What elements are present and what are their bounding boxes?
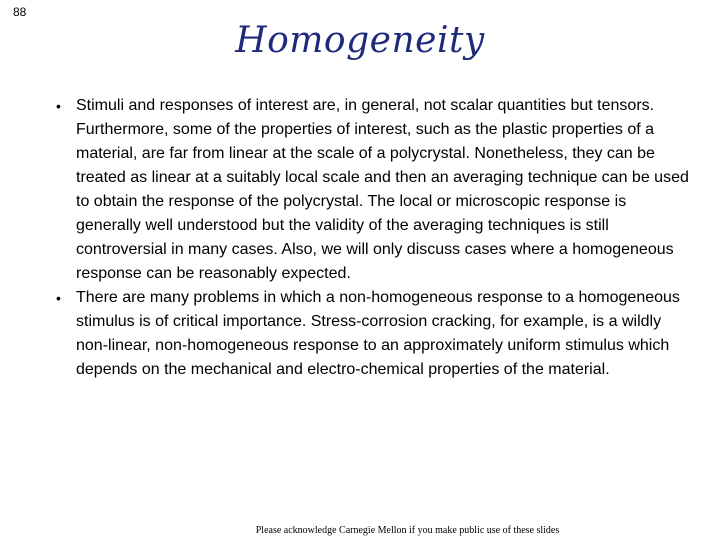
footer-acknowledgement: Please acknowledge Carnegie Mellon if you make public use of these slides — [255, 525, 560, 536]
bullet-text: Stimuli and responses of interest are, in general, not scalar quantities but tensors. Furthermore, some of the properties of interest, such as the plastic properties of a material, are far from linear at the scale of a polycrystal. Nonetheless, they can be treated as linear at a suitably local scale and then an averaging technique can be used to obtain the response of the polycrystal. The local or microscopic response is generally well understood but the validity of the averaging techniques is still controversial in many cases. Also, we will only discuss cases where a homogeneous response can be reasonably expected. — [76, 97, 689, 282]
bullet-text: There are many problems in which a non-homogeneous response to a homogeneous stimulus is of critical importance. Stress-corrosion cracking, for example, is a wildly non-linear, non-homogeneous response to an approximately uniform stimulus which depends on the mechanical and electro-chemical properties of the material. — [76, 289, 680, 378]
bullet-dot-icon: • — [56, 98, 61, 114]
bullet-item — [55, 94, 695, 286]
slide-number: 88 — [13, 5, 27, 19]
bullet-list — [55, 94, 695, 382]
bullet-item — [55, 286, 695, 382]
slide-title: Homogeneity — [235, 20, 485, 61]
bullet-dot-icon: • — [56, 290, 61, 306]
